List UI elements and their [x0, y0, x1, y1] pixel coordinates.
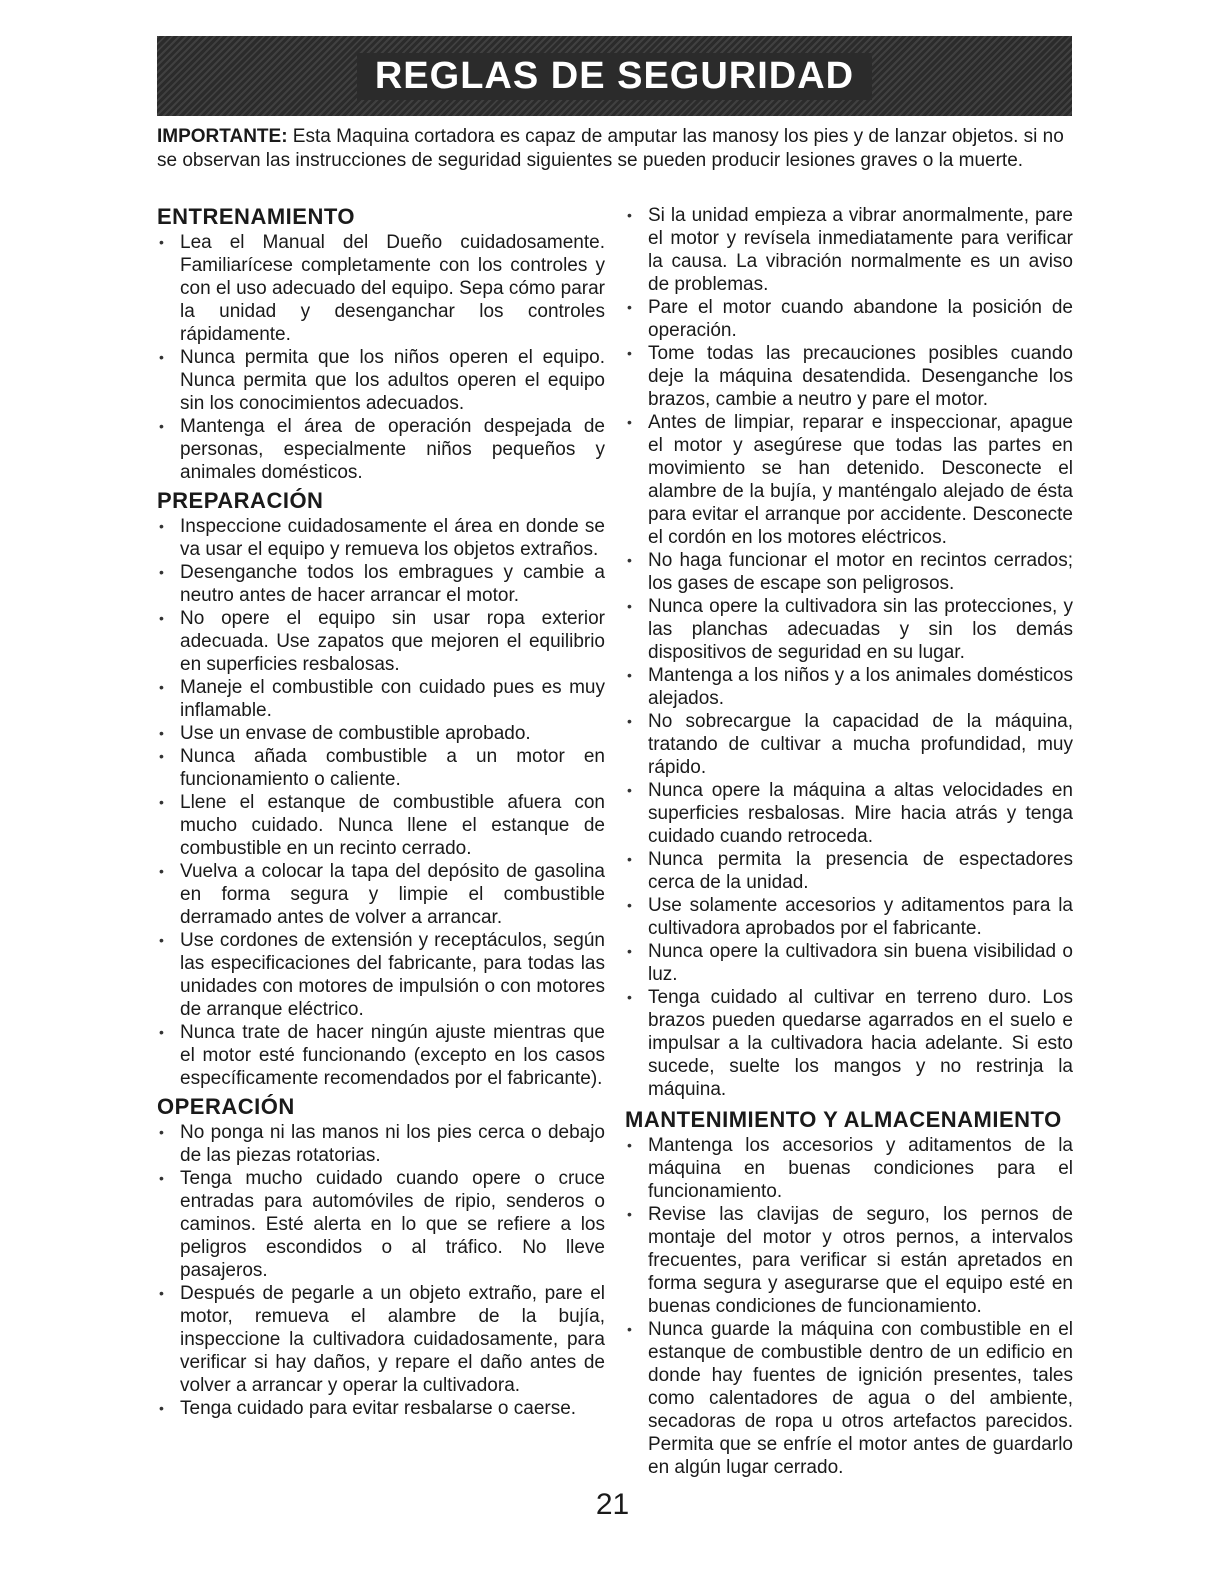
list-item: • Pare el motor cuando abandone la posición de operación. [625, 296, 1073, 342]
list-item: • Vuelva a colocar la tapa del depósito de gasolina en forma segura y limpie el combustible derramado antes de volver a arrancar. [157, 860, 605, 929]
list-item: • No ponga ni las manos ni los pies cerca o debajo de las piezas rotatorias. [157, 1121, 605, 1167]
list-operacion-continued [625, 204, 1073, 1101]
list-item: • Mantenga los accesorios y aditamentos de la máquina en buenas condiciones para el funcionamiento. [625, 1134, 1073, 1203]
list-item: • Lea el Manual del Dueño cuidadosamente. Familiarícese completamente con los controles y con el uso adecuado del equipo. Sepa cómo parar la unidad y desenganchar los controles rápidamente. [157, 231, 605, 346]
list-item: • Tome todas las precauciones posibles cuando deje la máquina desatendida. Desenganche los brazos, cambie a neutro y pare el motor. [625, 342, 1073, 411]
list-item: • Tenga cuidado al cultivar en terreno duro. Los brazos pueden quedarse agarrados en el suelo e impulsar a la cultivadora hacia adelante. Si esto sucede, suelte los mangos y no restrinja la máquina. [625, 986, 1073, 1101]
list-item: • Nunca añada combustible a un motor en funcionamiento o caliente. [157, 745, 605, 791]
list-item: • No opere el equipo sin usar ropa exterior adecuada. Use zapatos que mejoren el equilibrio en superficies resbalosas. [157, 607, 605, 676]
list-item: • Mantenga el área de operación despejada de personas, especialmente niños pequeños y animales domésticos. [157, 415, 605, 484]
list-item: • No sobrecargue la capacidad de la máquina, tratando de cultivar a mucha profundidad, muy rápido. [625, 710, 1073, 779]
list-item: • Tenga mucho cuidado cuando opere o cruce entradas para automóviles de ripio, senderos o caminos. Esté alerta en lo que se refiere a los peligros escondidos o al tráfico. No lleve pasajeros. [157, 1167, 605, 1282]
title-banner [157, 36, 1072, 116]
list-item: • Mantenga a los niños y a los animales domésticos alejados. [625, 664, 1073, 710]
list-item: • Llene el estanque de combustible afuera con mucho cuidado. Nunca llene el estanque de combustible en un recinto cerrado. [157, 791, 605, 860]
heading-mantenimiento: MANTENIMIENTO Y ALMACENAMIENTO [625, 1107, 1062, 1132]
list-item: • Desenganche todos los embragues y cambie a neutro antes de hacer arrancar el motor. [157, 561, 605, 607]
list-item: • Nunca trate de hacer ningún ajuste mientras que el motor esté funcionando (excepto en los casos específicamente recomendados por el fabricante). [157, 1021, 605, 1090]
heading-preparacion: PREPARACIÓN [157, 488, 324, 513]
page-title: REGLAS DE SEGURIDAD [357, 53, 872, 100]
list-item: • Revise las clavijas de seguro, los pernos de montaje del motor y otros pernos, a intervalos frecuentes, para verificar si están apretados en forma segura y asegurarse que el equipo esté en buenas condiciones de funcionamiento. [625, 1203, 1073, 1318]
list-item: • Nunca opere la cultivadora sin las protecciones, y las planchas adecuadas y sin los demás dispositivos de seguridad en su lugar. [625, 595, 1073, 664]
list-item: • Antes de limpiar, reparar e inspeccionar, apague el motor y asegúrese que todas las partes en movimiento se han detenido. Desconecte el alambre de la bujía, y manténgalo alejado de ésta para evitar el arranque por accidente. Desconecte el cordón en los motores eléctricos. [625, 411, 1073, 549]
list-entrenamiento [157, 231, 605, 484]
list-item: • Use un envase de combustible aprobado. [157, 722, 605, 745]
list-item: • Si la unidad empieza a vibrar anormalmente, pare el motor y revísela inmediatamente para verificar la causa. La vibración normalmente es un aviso de problemas. [625, 204, 1073, 296]
list-item: • Use cordones de extensión y receptáculos, según las especificaciones del fabricante, para todas las unidades con motores de impulsión o con motores de arranque eléctrico. [157, 929, 605, 1021]
left-column [157, 204, 605, 1424]
heading-entrenamiento: ENTRENAMIENTO [157, 204, 355, 229]
page-number: 21 [595, 1488, 630, 1521]
intro-label: IMPORTANTE: [157, 126, 288, 147]
list-item: • Nunca permita que los niños operen el equipo. Nunca permita que los adultos operen el equipo sin los conocimientos adecuados. [157, 346, 605, 415]
right-column [625, 204, 1073, 1483]
heading-operacion: OPERACIÓN [157, 1094, 295, 1119]
list-item: • No haga funcionar el motor en recintos cerrados; los gases de escape son peligrosos. [625, 549, 1073, 595]
list-preparacion [157, 515, 605, 1090]
list-item: • Nunca guarde la máquina con combustible en el estanque de combustible dentro de un edificio en donde hay fuentes de ignición presentes, tales como calentadores de agua o del ambiente, secadoras de ropa u otros artefactos parecidos. Permita que se enfríe el motor antes de guardarlo en algún lugar cerrado. [625, 1318, 1073, 1479]
list-item: • Use solamente accesorios y aditamentos para la cultivadora aprobados por el fabricante. [625, 894, 1073, 940]
list-operacion [157, 1121, 605, 1420]
list-item: • Nunca permita la presencia de espectadores cerca de la unidad. [625, 848, 1073, 894]
intro-paragraph [157, 125, 1072, 173]
list-mantenimiento [625, 1134, 1073, 1479]
list-item: • Maneje el combustible con cuidado pues es muy inflamable. [157, 676, 605, 722]
list-item: • Nunca opere la máquina a altas velocidades en superficies resbalosas. Mire hacia atrás y tenga cuidado cuando retroceda. [625, 779, 1073, 848]
intro-text: Esta Maquina cortadora es capaz de amputar las manosy los pies y de lanzar objetos. si no se observan las instrucciones de seguridad siguientes se pueden producir lesiones graves o la muerte. [157, 126, 1064, 171]
list-item: • Después de pegarle a un objeto extraño, pare el motor, remueva el alambre de la bujía, inspeccione la cultivadora cuidadosamente, para verificar si hay daños, y repare el daño antes de volver a arrancar y operar la cultivadora. [157, 1282, 605, 1397]
list-item: • Nunca opere la cultivadora sin buena visibilidad o luz. [625, 940, 1073, 986]
list-item: • Tenga cuidado para evitar resbalarse o caerse. [157, 1397, 605, 1420]
list-item: • Inspeccione cuidadosamente el área en donde se va usar el equipo y remueva los objetos extraños. [157, 515, 605, 561]
